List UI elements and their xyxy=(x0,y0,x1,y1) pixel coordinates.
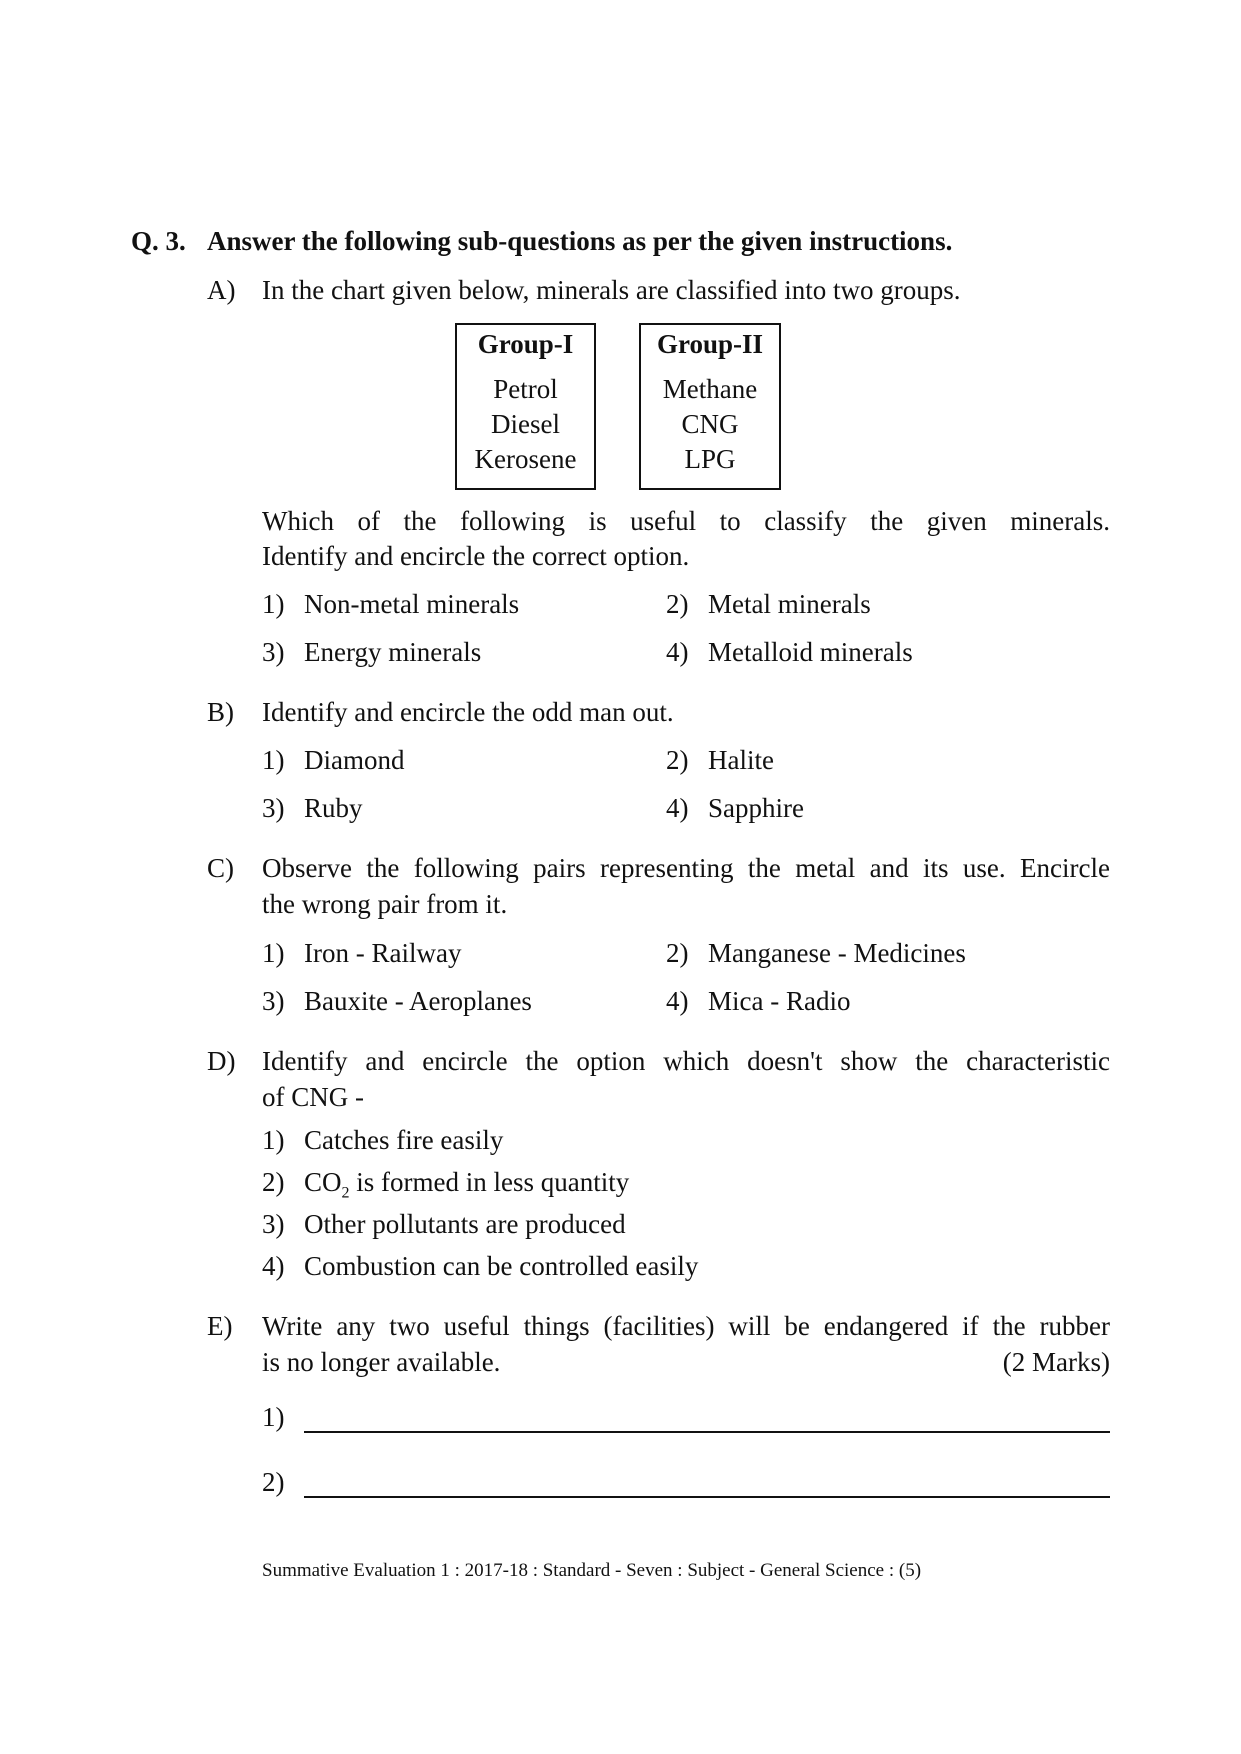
part-e-answer-2-line[interactable] xyxy=(304,1496,1110,1498)
question-title: Answer the following sub-questions as per the given instructions. xyxy=(207,226,953,256)
part-d-option-3[interactable]: 3) Other pollutants are produced xyxy=(262,1209,626,1239)
part-e-answer-2-number: 2) xyxy=(262,1467,285,1497)
part-e-answer-1-line[interactable] xyxy=(304,1431,1110,1433)
part-a-option-3[interactable]: 3) Energy minerals xyxy=(262,637,482,667)
part-c-option-1[interactable]: 1) Iron - Railway xyxy=(262,938,462,968)
part-a-option-2[interactable]: 2) Metal minerals xyxy=(666,589,871,619)
part-c-question-line-1: Observe the following pairs representing the metal and its use. Encircle xyxy=(262,853,1110,883)
group-1-title: Group-I xyxy=(477,329,574,359)
part-b-option-3[interactable]: 3) Ruby xyxy=(262,793,363,823)
part-b-option-4[interactable]: 4) Sapphire xyxy=(666,793,804,823)
part-c-label: C) xyxy=(207,853,234,883)
group-1-box xyxy=(455,323,596,490)
part-d-question-line-1: Identify and encircle the option which doesn't show the characteristic xyxy=(262,1046,1110,1076)
part-a-intro: In the chart given below, minerals are classified into two groups. xyxy=(262,275,961,305)
group-2-item: Methane xyxy=(662,374,758,404)
part-e-answer-1-number: 1) xyxy=(262,1402,285,1432)
part-c-option-3[interactable]: 3) Bauxite - Aeroplanes xyxy=(262,986,532,1016)
part-c-option-4[interactable]: 4) Mica - Radio xyxy=(666,986,851,1016)
part-b-option-2[interactable]: 2) Halite xyxy=(666,745,774,775)
group-1-item: Diesel xyxy=(491,409,560,439)
group-2-item: CNG xyxy=(681,409,739,439)
part-c-option-2[interactable]: 2) Manganese - Medicines xyxy=(666,938,966,968)
group-1-item: Petrol xyxy=(493,374,558,404)
part-a-question-line-1: Which of the following is useful to classify the given minerals. xyxy=(262,506,1110,536)
part-b-question: Identify and encircle the odd man out. xyxy=(262,697,674,727)
part-b-label: B) xyxy=(207,697,234,727)
part-a-label: A) xyxy=(207,275,236,305)
part-e-marks: (2 Marks) xyxy=(1002,1347,1110,1377)
part-d-question-line-2: of CNG - xyxy=(262,1082,364,1112)
part-a-option-4[interactable]: 4) Metalloid minerals xyxy=(666,637,913,667)
part-d-option-2[interactable]: 2) $CO_2$ is formed in less quantity xyxy=(262,1167,630,1202)
part-d-option-4[interactable]: 4) Combustion can be controlled easily xyxy=(262,1251,699,1281)
part-d-option-1[interactable]: 1) Catches fire easily xyxy=(262,1125,504,1155)
part-c-question-line-2: the wrong pair from it. xyxy=(262,889,508,919)
group-1-item: Kerosene xyxy=(474,444,577,474)
question-number: Q. 3. xyxy=(131,226,186,256)
group-2-item: LPG xyxy=(684,444,736,474)
group-2-box xyxy=(639,323,781,490)
group-2-title: Group-II xyxy=(656,329,764,359)
page-footer: Summative Evaluation 1 : 2017-18 : Standard - Seven : Subject - General Science : (5) xyxy=(262,1560,922,1581)
part-d-label: D) xyxy=(207,1046,236,1076)
part-e-question-line-2: is no longer available. xyxy=(262,1347,501,1377)
part-e-label: E) xyxy=(207,1311,233,1341)
part-b-option-1[interactable]: 1) Diamond xyxy=(262,745,405,775)
part-a-question-line-2: Identify and encircle the correct option. xyxy=(262,541,690,571)
part-e-question-line-1: Write any two useful things (facilities) will be endangered if the rubber xyxy=(262,1311,1110,1341)
part-a-option-1[interactable]: 1) Non-metal minerals xyxy=(262,589,520,619)
